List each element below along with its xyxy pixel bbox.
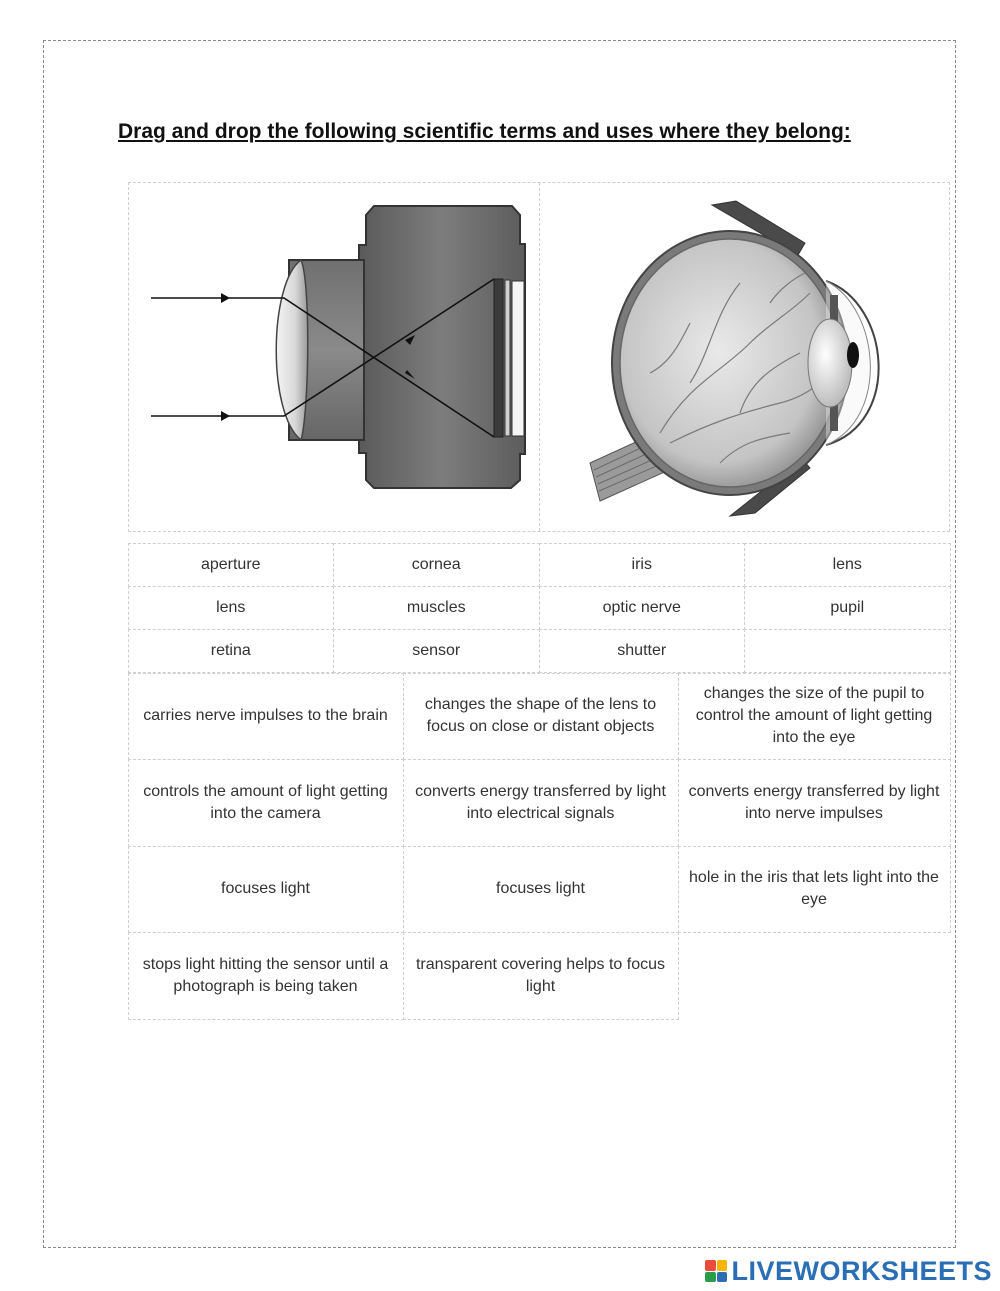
term-box[interactable]: shutter [539,629,746,673]
use-box[interactable]: hole in the iris that lets light into the eye [678,846,951,933]
use-box[interactable]: converts energy transferred by light into nerve impulses [678,759,951,847]
term-box-empty [744,629,951,673]
term-box[interactable]: retina [128,629,335,673]
liveworksheets-logo [705,1256,992,1286]
term-box[interactable]: pupil [744,586,951,630]
worksheet-title: Drag and drop the following scientific terms and uses where they belong: [118,120,851,143]
camera-illustration [129,183,540,533]
camera-diagram [129,183,540,531]
use-box[interactable]: changes the size of the pupil to control the amount of light getting into the eye [678,673,951,760]
use-box[interactable]: controls the amount of light getting into the camera [128,759,404,847]
logo-mark-icon [705,1260,727,1282]
term-box[interactable]: cornea [333,543,540,587]
term-box[interactable]: sensor [333,629,540,673]
use-box-empty [678,932,951,1020]
term-box[interactable]: muscles [333,586,540,630]
use-box[interactable]: focuses light [128,846,404,933]
uses-grid [128,673,950,1019]
term-box[interactable]: lens [128,586,335,630]
use-box[interactable]: transparent covering helps to focus light [403,932,679,1020]
use-box[interactable]: changes the shape of the lens to focus on close or distant objects [403,673,679,760]
use-box[interactable]: focuses light [403,846,679,933]
brand-name: LIVEWORKSHEETS [731,1255,992,1286]
terms-grid [128,543,950,672]
eye-diagram [540,183,951,531]
use-box[interactable]: stops light hitting the sensor until a photograph is being taken [128,932,404,1020]
term-box[interactable]: lens [744,543,951,587]
use-box[interactable]: converts energy transferred by light into electrical signals [403,759,679,847]
diagram-row [128,182,950,532]
eye-illustration [540,183,951,533]
term-box[interactable]: iris [539,543,746,587]
term-box[interactable]: optic nerve [539,586,746,630]
term-box[interactable]: aperture [128,543,335,587]
use-box[interactable]: carries nerve impulses to the brain [128,673,404,760]
